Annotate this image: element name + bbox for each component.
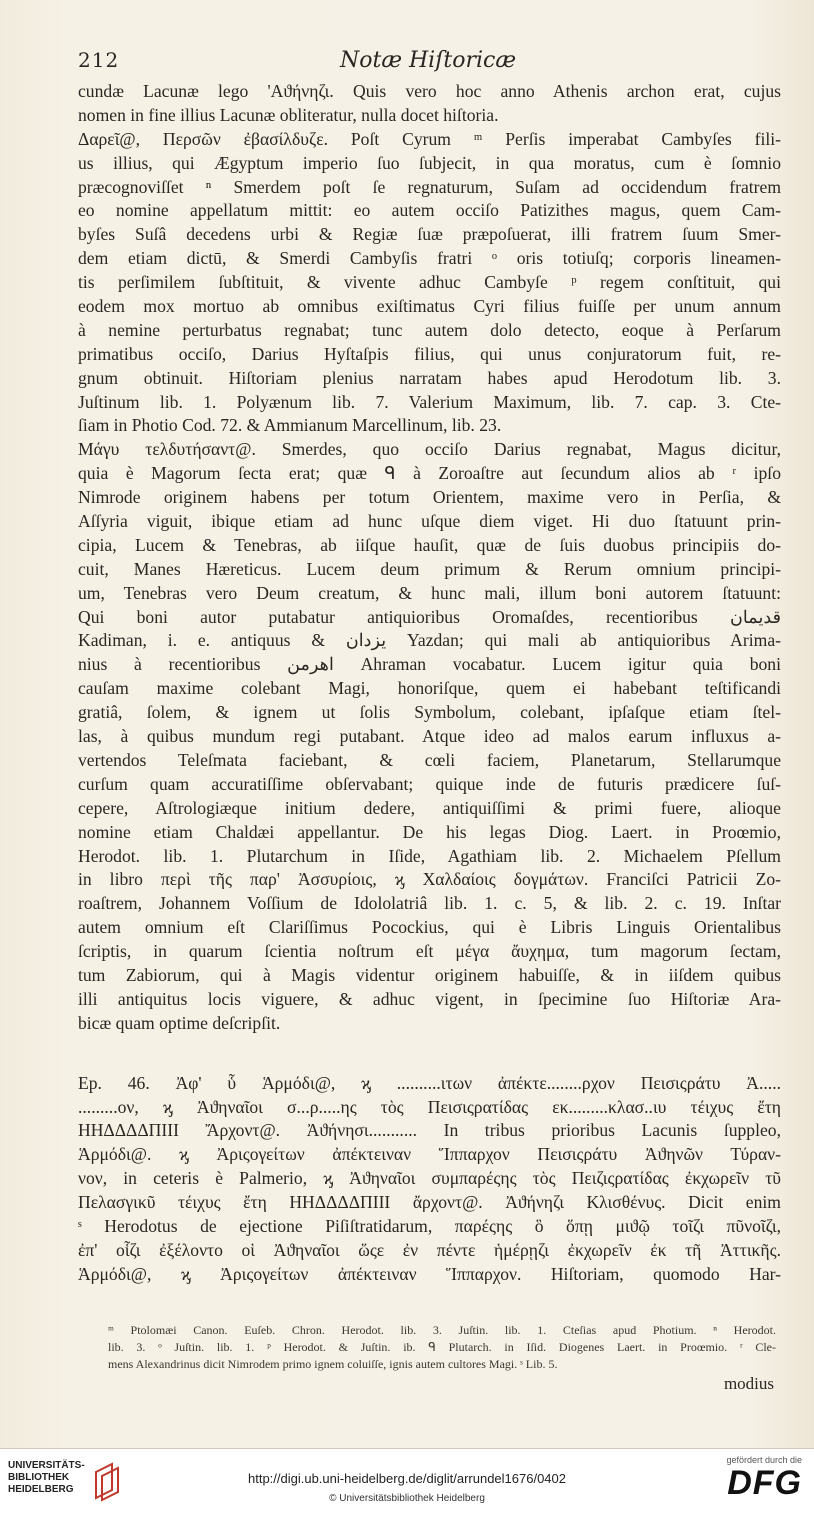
page-url-link[interactable]: http://digi.ub.uni-heidelberg.de/diglit/arrundel1676/0402 — [247, 1471, 566, 1486]
text-line: dem etiam dictū, & Smerdi Cambyſis fratri ᵒ oris totiuſq; corporis lineamen- — [78, 248, 781, 269]
text-line: bicæ quam optime deſcripſit. — [78, 1012, 281, 1033]
text-line: Ἁρμόδι@, ϗ Ἀριςογείτων ἀπέκτειναν Ἵππαρχον. Hiſtoriam, quomodo Har- — [78, 1263, 781, 1284]
text-line: um, Tenebras vero Deum creatum, & hunc mali, illum boni autorem ſtatuunt: — [78, 582, 781, 603]
text-line: cepere, Aſtrologiæque initium dedere, antiquiſſimi & primi fuere, alioque — [78, 797, 781, 818]
text-line: curſum quam accuratiſſime obſervabant; quique inde de futuris prædicere ſuſ- — [78, 773, 781, 794]
text-line: tum Zabiorum, qui à Magis videntur originem habuiſſe, & in iiſdem quibus — [78, 964, 781, 985]
text-line: Herodot. lib. 1. Plutarchum in Iſide, Agathiam lib. 2. Michaelem Pſellum — [78, 845, 781, 866]
text-line: gnum obtinuit. Hiſtoriam plenius narratam habes apud Herodotum lib. 3. — [78, 367, 781, 388]
text-line: cundæ Lacunæ lego 'Αϑήνηζι. Quis vero hoc anno Athenis archon erat, cujus — [78, 81, 781, 101]
text-line: las, à quibus mundum regi putabant. Atque ideo ad malos earum influxus a- — [78, 726, 781, 747]
catchword: modius — [723, 1374, 774, 1393]
text-line: ΗΗΔΔΔΔΠΙΙΙ Ἄρχοντ@. Ἀϑήνησι........... In tribus prioribus Lacunis ſuppleo, — [78, 1120, 781, 1141]
text-line: Ἁρμόδι@. ϗ Ἀριςογείτων ἀπέκτειναν Ἵππαρχον Πεισιςράτυ Ἀϑηνῶν Τύραν- — [78, 1144, 781, 1165]
text-line: tis perſimilem ſubſtituit, & vivente adhuc Cambyſe ᵖ regem conſtituit, qui — [78, 272, 781, 293]
page-number: 212 — [78, 48, 120, 72]
text-line: Kadiman, i. e. antiquus & یزدان Yazdan; qui mali ab antiquioribus Arima- — [78, 630, 781, 651]
text-line: primatibus occiſo, Darius Hyſtaſpis filius, qui unus conjuratorum fuit, re- — [78, 343, 781, 364]
text-line: præcognoviſſet ⁿ Smerdem poſt ſe regnaturum, Suſam ad occidendum fratrem — [78, 176, 781, 197]
text-line: eodem mox mortuo ab omnibus exiſtimatus Cyri filius fuiſſe per unum annum — [78, 296, 781, 317]
text-line: Πελασγικῦ τέιχυς ἔτη ΗΗΔΔΔΔΠΙΙΙ ἄρχοντ@. Ἀϑήνηζι Κλισθένυς. Dicit enim — [78, 1192, 781, 1213]
text-line: roaſtrem, Johannem Voſſium de Idololatriâ lib. 1. c. 5, & lib. 2. c. 19. Inſtar — [78, 893, 781, 914]
text-line: cipia, Lucem & Tenebras, ab iiſque hauſit, quæ de ſuis duobus principiis do- — [78, 534, 781, 555]
running-title: Notæ Hiſtoricæ — [339, 48, 516, 73]
text-line: nomen in fine illius Lacunæ obliteratur, nulla docet hiſtoria. — [78, 104, 499, 125]
text-line: illi antiquitus locis viguere, & adhuc vigent, in ſpecimine ſuo Hiſtoriæ Ara- — [78, 988, 781, 1009]
text-line: cauſam maxime colebant Magi, honoriſque, quem ei habebant teſtificandi — [78, 678, 781, 699]
library-name: UNIVERSITÄTS- BIBLIOTHEK HEIDELBERG — [8, 1460, 85, 1495]
text-line: Μάγυ τελδυτήσαντ@. Smerdes, quo occiſo Darius regnabat, Magus dicitur, — [78, 439, 781, 460]
text-line: us illius, qui Ægyptum imperio ſuo ſubjecit, in qua moratus, cum è ſomnio — [78, 152, 781, 173]
text-line: gratiâ, ſolem, & ignem ut ſolis Symbolum, colebant, ipſaſque etiam ſtel- — [78, 702, 781, 723]
text-line: ἐπ' οἷζι ἐξέλοντο οἱ Ἀϑηναῖοι ὥςε ἐν πέντε ἡμέρῃζι ἐκχωρεῖν ἐκ τῆ Ἀττικῆς. — [78, 1239, 781, 1260]
running-header — [78, 48, 778, 78]
footnotes — [108, 1322, 776, 1373]
text-line: Juſtinum lib. 1. Polyænum lib. 7. Valerium Maximum, lib. 7. cap. 3. Cte- — [78, 391, 781, 412]
text-line: ſiam in Photio Cod. 72. & Ammianum Marcellinum, lib. 23. — [78, 415, 502, 436]
text-line: nomine etiam Chaldæi appellantur. De his legas Diog. Laert. in Proœmio, — [78, 821, 781, 842]
text-line: νον, in ceteris è Palmerio, ϗ Ἀϑηναῖοι συμπαρέςης τὸς Πειζιςρατίδας ἐκχωρεῖν τῦ — [78, 1168, 781, 1189]
dfg-logo[interactable] — [702, 1455, 802, 1501]
text-line: Nimrode originem habens per totum Orientem, maxime vero in Perſia, & — [78, 487, 781, 508]
text-line: eo nomine appellatum mittit: eo autem occiſo Patizithes magus, quem Cam- — [78, 200, 781, 221]
main-text — [78, 80, 781, 1287]
text-line: autem omnium eſt Clariſſimus Pocockius, qui è Libris Linguis Orientalibus — [78, 917, 781, 938]
text-line: vertendos Teleſmata faciebant, & cœli faciem, Planetarum, Stellarumque — [78, 749, 781, 770]
section-gap — [78, 1036, 781, 1072]
text-line: nius à recentioribus اهرمن Ahraman vocabatur. Lucem igitur quia boni — [78, 654, 781, 675]
text-line: in libro περὶ τῆς παρ' Ἀσσυρίοις, ϗ Χαλδαίοις δογμάτων. Franciſci Patricii Zo- — [78, 869, 781, 890]
text-line: ˢ Herodotus de ejectione Piſiſtratidarum, παρέςης ὃ ὅπῃ μιϑῷ τοῖζι πῦνοῖζι, — [78, 1215, 781, 1236]
library-footer — [0, 1449, 814, 1517]
text-line: à nemine perturbatus regnabat; tunc autem dolo detecto, eoque à Perſarum — [78, 319, 781, 340]
text-line: ᵐ Ptolomæi Canon. Euſeb. Chron. Herodot. lib. 3. Juſtin. lib. 1. Cteſias apud Photium. ⁿ Herodot. — [108, 1323, 776, 1337]
dfg-wordmark: DFG — [727, 1464, 802, 1502]
copyright-text: © Universitätsbibliothek Heidelberg — [329, 1493, 485, 1504]
text-line: lib. 3. ᵒ Juſtin. lib. 1. ᵖ Herodot. & Juſtin. ib. ᑫ Plutarch. in Iſid. Diogenes Laert. in Proœmio. ʳ Cle- — [108, 1340, 776, 1354]
text-line: mens Alexandrinus dicit Nimrodem primo ignem coluiſſe, ignis autem cultores Magi. ˢ Lib. 5. — [108, 1357, 558, 1371]
text-line: ſcriptis, in quarum ſcientia noſtrum eſt μέγα ἄυχημα, tum magorum ſectam, — [78, 941, 781, 962]
text-line: .........ον, ϗ Ἀϑηναῖοι σ...ρ.....ης τὸς Πεισιςρατίδας εκ.........κλασ..ιυ τέιχυς ἔτη — [78, 1096, 781, 1117]
text-line: Δαρεῖ@, Περσῶν ἐβασίλδυζε. Poſt Cyrum ᵐ Perſis imperabat Cambyſes fili- — [78, 128, 781, 149]
text-line: quia è Magorum ſecta erat; quæ ᑫ à Zoroaſtre aut ſecundum alios ab ʳ ipſo — [78, 463, 781, 484]
text-line: cuit, Manes Hæreticus. Lucem deum primum & Rerum omnium principi- — [78, 558, 781, 579]
text-line: Qui boni autor putabatur antiquioribus Oromaſdes, recentioribus قدیمان — [78, 606, 781, 627]
sponsor-caption: gefördert durch die — [726, 1455, 802, 1465]
text-line: Ep. 46. Ἀφ' ὗ Ἁρμόδι@, ϗ ..........ιτων ἀπέκτε........ρχον Πεισιςράτυ Ἀ..... — [78, 1072, 781, 1093]
text-line: Aſſyria viguit, ibique etiam ad hunc uſque diem viget. Hi duo ſtatuunt prin- — [78, 511, 781, 532]
text-line: byſes Suſâ decedens urbi & Regiæ ſuæ præpoſuerat, illi fratrem ſuum Smer- — [78, 224, 781, 245]
